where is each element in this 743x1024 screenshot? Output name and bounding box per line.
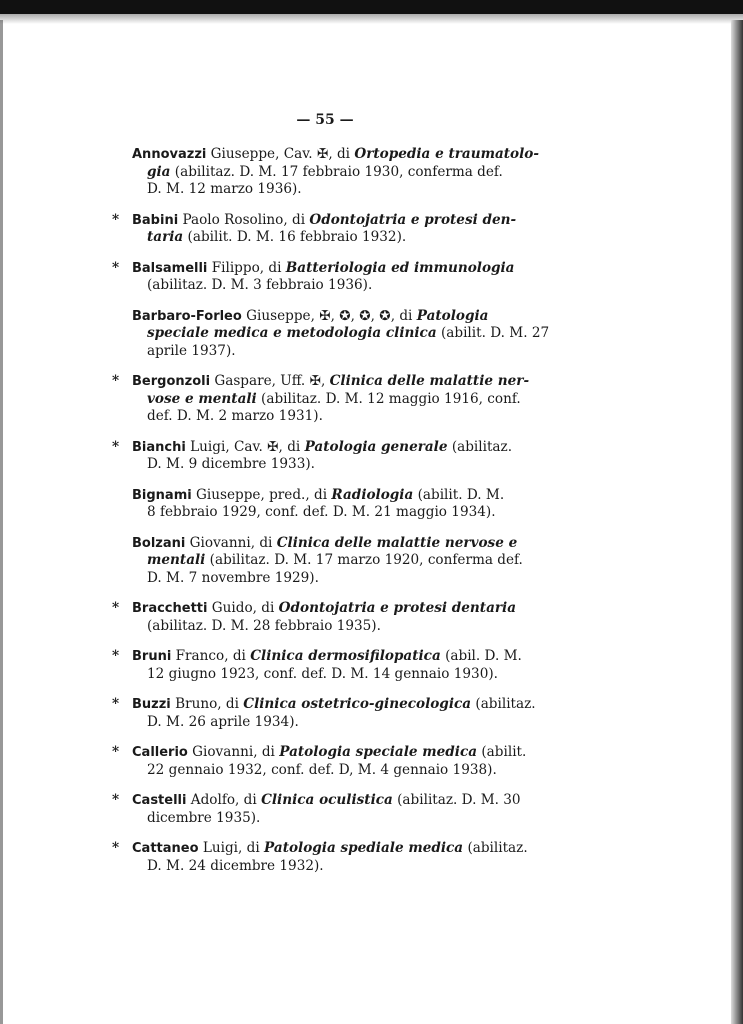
surname: Castelli (132, 793, 187, 808)
subject-title: Patologia (416, 307, 489, 324)
list-item (112, 212, 542, 247)
asterisk-marker: * (112, 792, 120, 808)
entry-line (132, 391, 542, 409)
entry-line (132, 696, 542, 714)
surname: Bracchetti (132, 601, 208, 616)
entry-text: 8 febbraio 1929, conf. def. D. M. 21 maggio 1934). (147, 504, 496, 520)
entry-text: D. M. 24 dicembre 1932). (147, 857, 324, 874)
subject-title: vose e mentali (147, 390, 257, 407)
subject-title: Patologia generale (304, 438, 448, 455)
entry-line (132, 373, 542, 391)
entry-line (132, 277, 542, 295)
entry-line (132, 552, 542, 570)
list-item (112, 373, 542, 426)
list-item (112, 535, 542, 588)
surname: Babini (132, 212, 179, 228)
entry-text: Guido, di (207, 600, 279, 616)
entry-text: (abilitaz. (463, 840, 528, 856)
surname: Buzzi (132, 697, 171, 712)
list-item (112, 307, 550, 361)
entry-line (132, 146, 542, 164)
entry-line (132, 840, 542, 858)
entry-text: Luigi, di (198, 840, 265, 856)
entry-line (132, 810, 542, 828)
entry-text: Giuseppe, Cav. ✠, di (206, 146, 355, 162)
entry-line (132, 456, 542, 474)
entry-text: (abilitaz. D. M. 17 marzo 1920, conferma def. (205, 552, 523, 568)
entry-line (132, 408, 542, 426)
surname: Annovazzi (132, 147, 207, 162)
entry-line (132, 600, 542, 618)
subject-title: Clinica oculistica (261, 792, 393, 808)
page-number: — 55 — (296, 112, 354, 128)
entry-text: Paolo Rosolino, di (178, 211, 310, 228)
entry-text: Gaspare, Uff. ✠, (210, 373, 330, 389)
entry-text: def. D. M. 2 marzo 1931). (147, 408, 323, 424)
entry-text: D. M. 12 marzo 1936). (147, 181, 302, 197)
surname: Bergonzoli (132, 374, 211, 389)
subject-title: Batteriologia ed immunologia (285, 259, 515, 276)
surname: Balsamelli (132, 260, 208, 276)
subject-title: Odontojatria e protesi den- (309, 211, 517, 228)
entry-line (132, 260, 542, 278)
list-item (112, 840, 542, 875)
entry-text: Giovanni, di (185, 534, 277, 551)
entry-line (132, 714, 542, 732)
entry-text: 12 giugno 1923, conf. def. D. M. 14 gennaio 1930). (147, 665, 498, 682)
entry-line (132, 666, 542, 684)
list-item (112, 146, 542, 199)
subject-title: Clinica delle malattie ner- (329, 373, 530, 389)
subject-title: Clinica dermosifilopatica (250, 648, 441, 664)
list-item (112, 600, 542, 635)
surname: Bolzani (132, 535, 186, 551)
asterisk-marker: * (112, 840, 120, 856)
subject-title: mentali (147, 552, 206, 568)
entry-text: Adolfo, di (186, 792, 262, 808)
surname: Bianchi (132, 439, 186, 455)
list-item (112, 260, 542, 295)
entry-text: (abilitaz. D. M. 30 (392, 792, 521, 808)
entry-line (132, 181, 542, 199)
entry-text: aprile 1937). (147, 342, 236, 359)
subject-title: taria (147, 229, 184, 245)
entry-text: Giuseppe, ✠, ✪, ✪, ✪, di (241, 307, 417, 324)
asterisk-marker: * (112, 648, 120, 664)
surname: Cattaneo (132, 841, 199, 856)
entry-line (132, 504, 542, 522)
entry-text: Luigi, Cav. ✠, di (185, 438, 305, 455)
entry-text: Franco, di (171, 648, 251, 664)
surname: Bruni (132, 649, 172, 664)
subject-title: Odontojatria e protesi dentaria (278, 600, 517, 616)
scan-left-edge (0, 20, 3, 1024)
entry-text: D. M. 9 dicembre 1933). (147, 456, 315, 472)
entry-line (132, 744, 542, 762)
surname: Bignami (132, 487, 192, 503)
entry-text: Giovanni, di (187, 744, 280, 760)
list-item (112, 696, 542, 731)
asterisk-marker: * (112, 259, 120, 276)
entry-text: (abilit. (477, 744, 527, 760)
subject-title: Ortopedia e traumatolo- (354, 146, 539, 162)
entry-text: (abilitaz. D. M. 3 febbraio 1936). (147, 277, 373, 293)
entry-text: (abilitaz. D. M. 12 maggio 1916, conf. (256, 390, 521, 407)
entry-line (132, 535, 542, 553)
asterisk-marker: * (112, 696, 120, 712)
subject-title: gia (147, 163, 171, 180)
subject-title: Patologia spediale medica (264, 840, 464, 856)
entry-text: D. M. 7 novembre 1929). (147, 569, 319, 586)
surname: Callerio (132, 745, 188, 760)
list-item (112, 648, 542, 683)
entry-text: (abilitaz. (471, 696, 536, 712)
asterisk-marker: * (112, 211, 120, 228)
scan-right-edge (731, 20, 743, 1024)
entry-text: Giuseppe, pred., di (191, 486, 332, 503)
list-item (112, 792, 542, 827)
asterisk-marker: * (112, 373, 120, 389)
entry-text: (abilit. D. M. 16 febbraio 1932). (183, 229, 407, 245)
entry-line (132, 762, 542, 780)
entry-line (132, 164, 542, 182)
entry-line (132, 308, 542, 326)
entry-line (132, 648, 542, 666)
scan-top-shadow (0, 14, 743, 24)
entry-line (132, 487, 542, 505)
subject-title: Patologia speciale medica (279, 744, 478, 760)
entry-line (132, 229, 542, 247)
surname: Barbaro-Forleo (132, 308, 242, 324)
entry-text: (abilitaz. (447, 438, 513, 455)
entry-text: (abilitaz. D. M. 17 febbraio 1930, conferma def. (170, 163, 503, 180)
list-item (112, 744, 542, 779)
entry-text: dicembre 1935). (147, 809, 261, 826)
entry-text: 22 gennaio 1932, conf. def. D, M. 4 gennaio 1938). (147, 761, 497, 778)
subject-title: Clinica ostetrico-ginecologica (243, 696, 472, 712)
entry-text: (abilit. D. M. 27 (436, 325, 550, 341)
entry-line (132, 570, 542, 588)
entry-text: D. M. 26 aprile 1934). (147, 713, 299, 730)
scan-top-border (0, 0, 743, 14)
entry-text: (abilitaz. D. M. 28 febbraio 1935). (147, 617, 381, 634)
entry-list (112, 146, 550, 888)
entry-text: Filippo, di (207, 259, 286, 276)
entry-line (132, 858, 542, 876)
subject-title: Clinica delle malattie nervose e (276, 534, 518, 551)
entry-line (132, 325, 550, 343)
entry-line (132, 439, 542, 457)
asterisk-marker: * (112, 438, 120, 455)
entry-line (132, 792, 542, 810)
entry-line (132, 212, 542, 230)
entry-line (132, 618, 542, 636)
asterisk-marker: * (112, 744, 120, 760)
subject-title: Radiologia (331, 486, 414, 503)
entry-text: Bruno, di (170, 696, 244, 712)
entry-text: (abilit. D. M. (413, 486, 505, 503)
entry-line (132, 343, 542, 361)
list-item (112, 439, 542, 474)
list-item (112, 487, 542, 522)
entry-text: (abil. D. M. (440, 648, 522, 664)
asterisk-marker: * (112, 600, 120, 616)
subject-title: speciale medica e metodologia clinica (147, 325, 437, 341)
